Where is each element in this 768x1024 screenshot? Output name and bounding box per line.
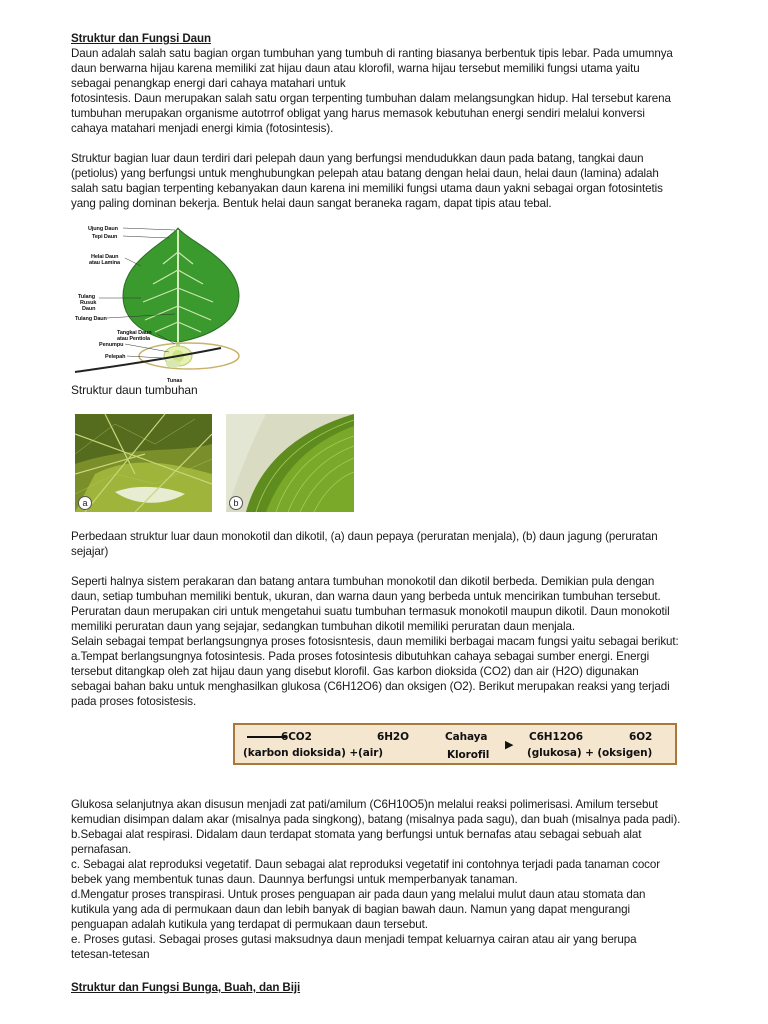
label-tulang-daun: Tulang Daun: [75, 316, 107, 322]
label-helai-daun: Helai Daun: [91, 254, 119, 260]
photo-corn-leaf: [226, 414, 354, 512]
label-tangkai-daun-2: atau Pentiola: [117, 336, 150, 342]
paragraph-other-functions: [71, 797, 739, 962]
paragraph-line: daun berwarna hijau karena memiliki zat hijau daun atau klorofil, warna hijau tersebut memiliki fungsi utama yaitu: [71, 62, 640, 75]
paragraph-line: (petiolus) yang berfungsi untuk menghubungkan pelepah atau batang dengan helai daun, helai daun (lamina) adalah: [71, 167, 659, 180]
reactant-label: (karbon dioksida) +(air): [243, 747, 383, 759]
paragraph-line: Perbedaan struktur luar daun monokotil dan dikotil, (a) daun pepaya (peruratan menjala), (b) daun jagung (peruratan: [71, 530, 658, 543]
paragraph-line: yang paling dominan bekerja. Bentuk helai daun sangat beraneka ragam, dapat tipis atau tebal.: [71, 197, 552, 210]
label-penumpu: Penumpu: [99, 342, 124, 348]
paragraph-line: pernafasan.: [71, 843, 132, 856]
paragraph-line: tersebut ditangkap oleh zat hijau daun yang disebut klorofil. Gas karbon dioksida (CO2) dan air (H2O) digunakan: [71, 665, 639, 678]
label-tulang-rusuk-2: Rusuk: [80, 300, 97, 306]
photo-papaya-leaf: [75, 414, 212, 512]
leaf-structure-diagram: [71, 222, 246, 384]
label-helai-daun-2: atau Lamina: [89, 260, 120, 266]
condition-klorofil: Klorofil: [447, 749, 490, 761]
label-tulang-rusuk-3: Daun: [82, 306, 96, 312]
reactant-h2o: 6H2O: [377, 731, 409, 743]
paragraph-line: tetesan-tetesan: [71, 948, 150, 961]
section-leaf-intro: [71, 31, 739, 136]
label-tangkai-daun: Tangkai Daun: [117, 330, 152, 336]
paragraph-line: Seperti halnya sistem perakaran dan batang antara tumbuhan monokotil dan dikotil berbeda. Demikian pula dengan: [71, 575, 655, 588]
condition-cahaya: Cahaya: [445, 731, 488, 743]
label-tulang-rusuk: Tulang: [78, 294, 96, 300]
paragraph-functions: [71, 574, 739, 709]
paragraph-line: a.Tempat berlangsungnya fotosintesis. Pada proses fotosintesis dibutuhkan cahaya sebagai sumber energi. Energi: [71, 650, 650, 663]
reactant-co2: 6CO2: [281, 731, 312, 743]
paragraph-structure: [71, 151, 739, 211]
paragraph-line: cahaya matahari menjadi energi kimia (fotosintesis).: [71, 122, 334, 135]
paragraph-line: d.Mengatur proses transpirasi. Untuk proses penguapan air pada daun yang melalui mulut daun atau stomata dan: [71, 888, 646, 901]
label-pelepah: Pelepah: [105, 354, 126, 360]
label-tepi-daun: Tepi Daun: [92, 234, 118, 240]
paragraph-line: daun, setiap tumbuhan memiliki bentuk, ukuran, dan warna daun yang berbeda untuk mencirikan tumbuhan tersebut.: [71, 590, 661, 603]
heading-flower-fruit-seed: Struktur dan Fungsi Bunga, Buah, dan Biji: [71, 981, 301, 994]
paragraph-line: salah satu bagian terpenting kebanyakan daun karena ini memiliki fungsi utama daun yakni sebagai organ fotosintetis: [71, 182, 663, 195]
label-tunas: Tunas: [167, 378, 183, 384]
paragraph-line: tumbuhan merupakan organisme autotrrof obligat yang harus memasok kebutuhan energi sendiri melalui konversi: [71, 107, 645, 120]
paragraph-line: penguapan adalah kutikula yang terdapat di permukaan daun tersebut.: [71, 918, 428, 931]
reaction-arrow-icon: ▶: [505, 738, 514, 751]
corn-leaf-image: [226, 414, 354, 512]
product-o2: 6O2: [629, 731, 653, 743]
photosynthesis-reaction-box: [233, 723, 677, 765]
leaf-diagram-image: [71, 222, 246, 384]
paragraph-line: c. Sebagai alat reproduksi vegetatif. Daun sebagai alat reproduksi vegetatif ini contohnya terjadi pada tanaman cocor: [71, 858, 660, 871]
paragraph-line: memiliki peruratan daun yang sejajar, sedangkan tumbuhan dikotil memiliki peruratan daun menjala.: [71, 620, 575, 633]
product-glukosa: C6H12O6: [529, 731, 583, 743]
paragraph-line: b.Sebagai alat respirasi. Didalam daun terdapat stomata yang berfungsi untuk bernafas atau sebagai sebuah alat: [71, 828, 642, 841]
paragraph-line: kutikula yang ada di permukaan daun dan lebih banyak di bagian bawah daun. Namun yang dapat mengurangi: [71, 903, 630, 916]
papaya-leaf-image: [75, 414, 212, 512]
paragraph-monocot-dicot: [71, 529, 739, 559]
paragraph-line: sebagai penangkap energi dari cahaya matahari untuk: [71, 77, 346, 90]
paragraph-line: kemudian disimpan dalam akar (misalnya pada singkong), batang (misalnya pada sagu), dan buah (misalnya pada padi).: [71, 813, 681, 826]
paragraph-line: pada proses fotosistesis.: [71, 695, 197, 708]
label-ujung-daun: Ujung Daun: [88, 226, 118, 232]
paragraph-line: Selain sebagai tempat berlangsungnya proses fotosisntesis, daun memiliki berbagai macam fungsi yaitu sebagai berikut:: [71, 635, 679, 648]
paragraph-line: fotosintesis. Daun merupakan salah satu organ terpenting tumbuhan dalam melangsungkan hidup. Hal tersebut karena: [71, 92, 671, 105]
product-label: (glukosa) + (oksigen): [527, 747, 653, 759]
tag-a: a: [78, 496, 92, 510]
paragraph-line: Struktur bagian luar daun terdiri dari pelepah daun yang berfungsi mendudukkan daun pada batang, tangkai daun: [71, 152, 644, 165]
paragraph-line: Peruratan daun merupakan ciri untuk mengetahui suatu tumbuhan termasuk monokotil maupun dikotil. Daun monokotil: [71, 605, 670, 618]
paragraph-line: e. Proses gutasi. Sebagai proses gutasi maksudnya daun menjadi tempat keluarnya cairan atau air yang berupa: [71, 933, 637, 946]
paragraph-line: sebagai bahan baku untuk menghasilkan glukosa (C6H12O6) dan oksigen (O2). Berikut merupakan reaksi yang terjadi: [71, 680, 670, 693]
caption-leaf-structure: Struktur daun tumbuhan: [71, 383, 198, 397]
paragraph-line: Daun adalah salah satu bagian organ tumbuhan yang tumbuh di ranting biasanya berbentuk tipis lebar. Pada umumnya: [71, 47, 673, 60]
tag-b: b: [229, 496, 243, 510]
paragraph-line: Glukosa selanjutnya akan disusun menjadi zat pati/amilum (C6H10O5)n melalui reaksi polimerisasi. Amilum tersebut: [71, 798, 658, 811]
paragraph-line: sejajar): [71, 545, 109, 558]
heading-leaf: Struktur dan Fungsi Daun: [71, 32, 211, 45]
paragraph-line: bebek yang membentuk tunas daun. Daunnya berfungsi untuk memperbanyak tanaman.: [71, 873, 518, 886]
